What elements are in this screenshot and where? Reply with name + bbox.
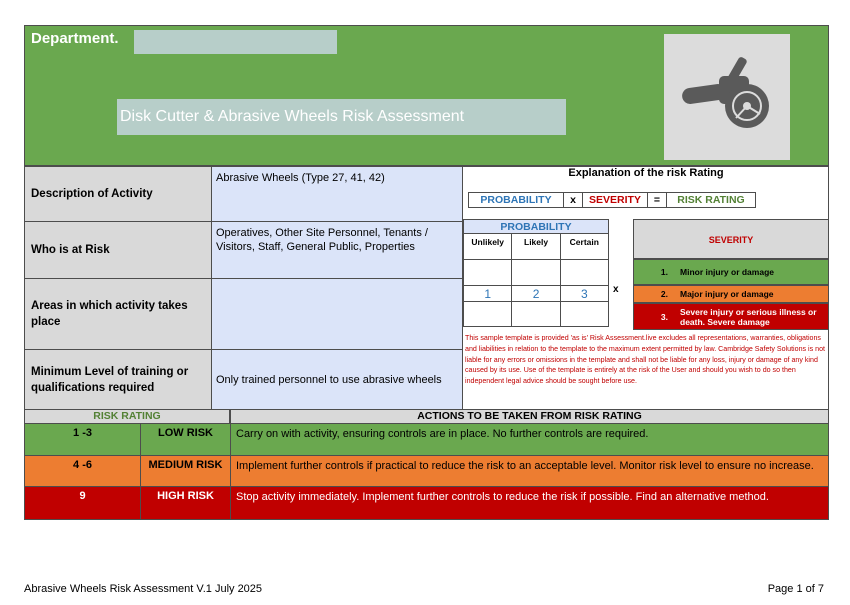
training-value[interactable]: Only trained personnel to use abrasive wheels bbox=[211, 349, 463, 410]
department-field[interactable] bbox=[134, 30, 337, 54]
probability-value-1: 1 bbox=[464, 286, 512, 302]
disclaimer-text: This sample template is provided 'as is' Risk Assessment.live excludes all representations, warranties, obligations and liabilities in relation to the template to the maximum extent permitted by law. Cambridge Safety Solutions is not liable for any errors or omissions in the template and shall not be liable for any loss, injury or damage of any kind caused by its use. Use of the template is entirely at the risk of the User and should you wish to do so then independent legal advice should be sought before use. bbox=[465, 334, 825, 386]
department-label: Department. bbox=[31, 30, 119, 47]
activity-label: Description of Activity bbox=[24, 166, 212, 222]
header-banner bbox=[24, 25, 829, 166]
formula-equals: = bbox=[648, 193, 667, 207]
risk-score-high: 9 bbox=[25, 487, 141, 519]
severity-row-3 bbox=[633, 303, 829, 330]
risk-level-high: HIGH RISK bbox=[141, 487, 231, 519]
logo-panel bbox=[664, 34, 790, 160]
risk-row-high bbox=[24, 487, 829, 520]
formula-risk-rating: RISK RATING bbox=[677, 194, 745, 206]
formula-probability: PROBABILITY bbox=[469, 193, 564, 207]
activity-value[interactable]: Abrasive Wheels (Type 27, 41, 42) bbox=[211, 166, 463, 222]
risk-score-medium: 4 -6 bbox=[25, 456, 141, 486]
severity-num-2: 2. bbox=[660, 289, 668, 299]
document-title: Disk Cutter & Abrasive Wheels Risk Assessment bbox=[117, 99, 566, 135]
angle-grinder-icon bbox=[664, 34, 790, 160]
formula-severity: SEVERITY bbox=[583, 193, 648, 207]
probability-col-likely: Likely bbox=[512, 234, 560, 260]
risk-rating-heading: RISK RATING bbox=[24, 409, 230, 424]
risk-action-medium: Implement further controls if practical to reduce the risk to an acceptable level. Monitor risk level to ensure no increase. bbox=[236, 460, 814, 472]
risk-action-high: Stop activity immediately. Implement further controls to reduce the risk if possible. Find an alternative method. bbox=[236, 491, 769, 503]
footer-document-name: Abrasive Wheels Risk Assessment V.1 July 2025 bbox=[24, 583, 263, 595]
probability-value-2: 2 bbox=[512, 286, 560, 302]
areas-value[interactable] bbox=[211, 278, 463, 350]
who-at-risk-label: Who is at Risk bbox=[24, 221, 212, 279]
risk-level-low: LOW RISK bbox=[141, 424, 231, 455]
risk-formula bbox=[468, 192, 756, 208]
severity-text-1: Minor injury or damage bbox=[680, 267, 774, 277]
severity-text-3: Severe injury or serious illness or death. Severe damage bbox=[680, 306, 817, 327]
severity-row-2 bbox=[633, 285, 829, 303]
training-label: Minimum Level of training or qualifications required bbox=[24, 349, 212, 410]
risk-score-low: 1 -3 bbox=[25, 424, 141, 455]
footer-page-number: Page 1 of 7 bbox=[767, 583, 824, 595]
risk-row-medium bbox=[24, 456, 829, 487]
explanation-title: Explanation of the risk Rating bbox=[568, 167, 724, 179]
actions-heading: ACTIONS TO BE TAKEN FROM RISK RATING bbox=[230, 409, 829, 424]
probability-table bbox=[463, 219, 609, 327]
probability-heading: PROBABILITY bbox=[464, 220, 609, 234]
areas-label: Areas in which activity takes place bbox=[24, 278, 212, 350]
times-sign: x bbox=[613, 284, 619, 295]
severity-row-1 bbox=[633, 259, 829, 285]
severity-text-2: Major injury or damage bbox=[680, 289, 774, 299]
formula-times: x bbox=[564, 193, 583, 207]
probability-col-certain: Certain bbox=[560, 234, 608, 260]
who-at-risk-value[interactable]: Operatives, Other Site Personnel, Tenants / Visitors, Staff, General Public, Properties bbox=[211, 221, 463, 279]
severity-num-1: 1. bbox=[660, 267, 668, 277]
probability-value-3: 3 bbox=[560, 286, 608, 302]
risk-row-low bbox=[24, 424, 829, 456]
risk-level-medium: MEDIUM RISK bbox=[141, 456, 231, 486]
severity-heading: SEVERITY bbox=[633, 219, 829, 259]
risk-action-low: Carry on with activity, ensuring controls are in place. No further controls are required. bbox=[236, 428, 649, 440]
probability-col-unlikely: Unlikely bbox=[464, 234, 512, 260]
severity-num-3: 3. bbox=[660, 311, 668, 322]
